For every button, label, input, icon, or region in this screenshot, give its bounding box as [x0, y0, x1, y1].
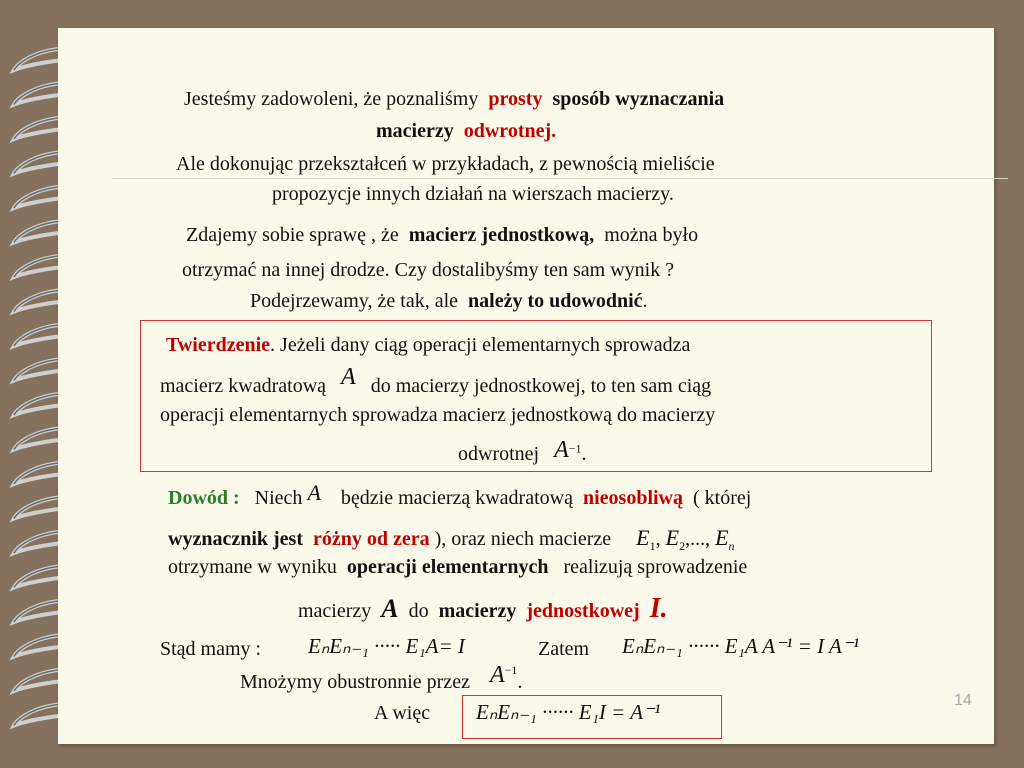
theorem-line-2: macierz kwadratową A do macierzy jednostkowej, to ten sam ciąg — [160, 364, 712, 397]
theorem-line-3: operacji elementarnych sprowadza macierz jednostkową do macierzy — [160, 404, 716, 426]
proof-line-2: wyznacznik jest różny od zera ), oraz niech macierze $E_1$, $E_2$,..., $E_n$ — [168, 525, 735, 553]
intro-line-2: macierzy odwrotnej. — [376, 120, 557, 142]
theorem-line-1: Twierdzenie. Jeżeli dany ciąg operacji elementarnych sprowadza — [166, 334, 691, 356]
para2-line-2: otrzymać na innej drodze. Czy dostalibyśmy ten sam wynik ? — [182, 259, 675, 281]
wiec-label: A więc — [374, 702, 431, 724]
intro-line-4: propozycje innych działań na wierszach macierzy. — [272, 183, 674, 205]
proof-line-3: otrzymane w wyniku operacji elementarnych realizują sprowadzenie — [168, 556, 748, 578]
formula-3: EₙEₙ₋₁ ······ E₁I = A⁻¹ — [476, 700, 661, 724]
intro-line-1: Jesteśmy zadowoleni, że poznaliśmy prosty sposób wyznaczania — [184, 88, 725, 110]
para2-line-3: Podejrzewamy, że tak, ale należy to udowodnić. — [250, 290, 648, 312]
divider-line — [112, 178, 1008, 179]
theorem-line-4: odwrotnej $A^{-1}$. — [458, 437, 587, 465]
formula-2: EₙEₙ₋₁ ······ E₁A A⁻¹ = I A⁻¹ — [622, 634, 860, 658]
para2-line-1: Zdajemy sobie sprawę , że macierz jednostkową, można było — [186, 224, 699, 246]
proof-line-1: Dowód : Niech A będzie macierzą kwadratową nieosobliwą ( której — [168, 480, 752, 509]
formula-1: EₙEₙ₋₁ ····· E₁A= I — [308, 634, 465, 658]
intro-line-3: Ale dokonując przekształceń w przykładach, z pewnością mieliście — [176, 153, 715, 175]
proof-line-4: macierzy A do macierzy jednostkowej I. — [298, 593, 668, 624]
mnozymy-line: Mnożymy obustronnie przez $A^{-1}$. — [240, 662, 523, 693]
zatem-label: Zatem — [538, 638, 590, 660]
page-number: 14 — [954, 692, 972, 709]
stad-label: Stąd mamy : — [160, 638, 262, 660]
